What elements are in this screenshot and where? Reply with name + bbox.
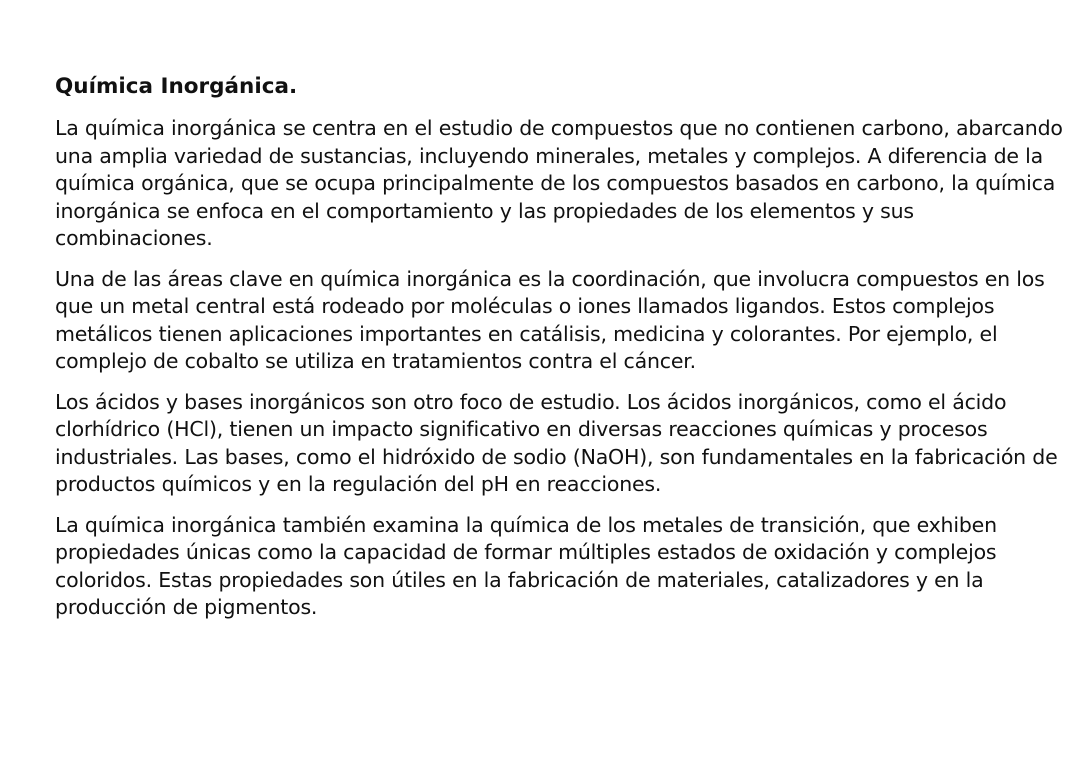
paragraph-2: Una de las áreas clave en química inorgánica es la coordinación, que involucra compuestos en los que un metal central está rodeado por moléculas o iones llamados ligandos. Estos complejos metálicos tienen aplicaciones importantes en catálisis, medicina y colorantes. Por ejemplo, el complejo de cobalto se utiliza en tratamientos contra el cáncer. bbox=[55, 266, 1045, 373]
document-title: Química Inorgánica. bbox=[55, 74, 298, 99]
paragraph-1: La química inorgánica se centra en el estudio de compuestos que no contienen carbono, abarcando una amplia variedad de sustancias, incluyendo minerales, metales y complejos. A diferencia de la química orgánica, que se ocupa principalmente de los compuestos basados en carbono, la química inorgánica se enfoca en el comportamiento y las propiedades de los elementos y sus combinaciones. bbox=[55, 116, 1063, 250]
paragraph-4: La química inorgánica también examina la química de los metales de transición, que exhiben propiedades únicas como la capacidad de formar múltiples estados de oxidación y complejos coloridos. Estas propiedades son útiles en la fabricación de materiales, catalizadores y en la producción de pigmentos. bbox=[55, 512, 997, 619]
document-page bbox=[55, 72, 1073, 635]
paragraph-3: Los ácidos y bases inorgánicos son otro foco de estudio. Los ácidos inorgánicos, como el ácido clorhídrico (HCl), tienen un impacto significativo en diversas reacciones químicas y procesos industriales. Las bases, como el hidróxido de sodio (NaOH), son fundamentales en la fabricación de productos químicos y en la regulación del pH en reacciones. bbox=[55, 389, 1058, 496]
